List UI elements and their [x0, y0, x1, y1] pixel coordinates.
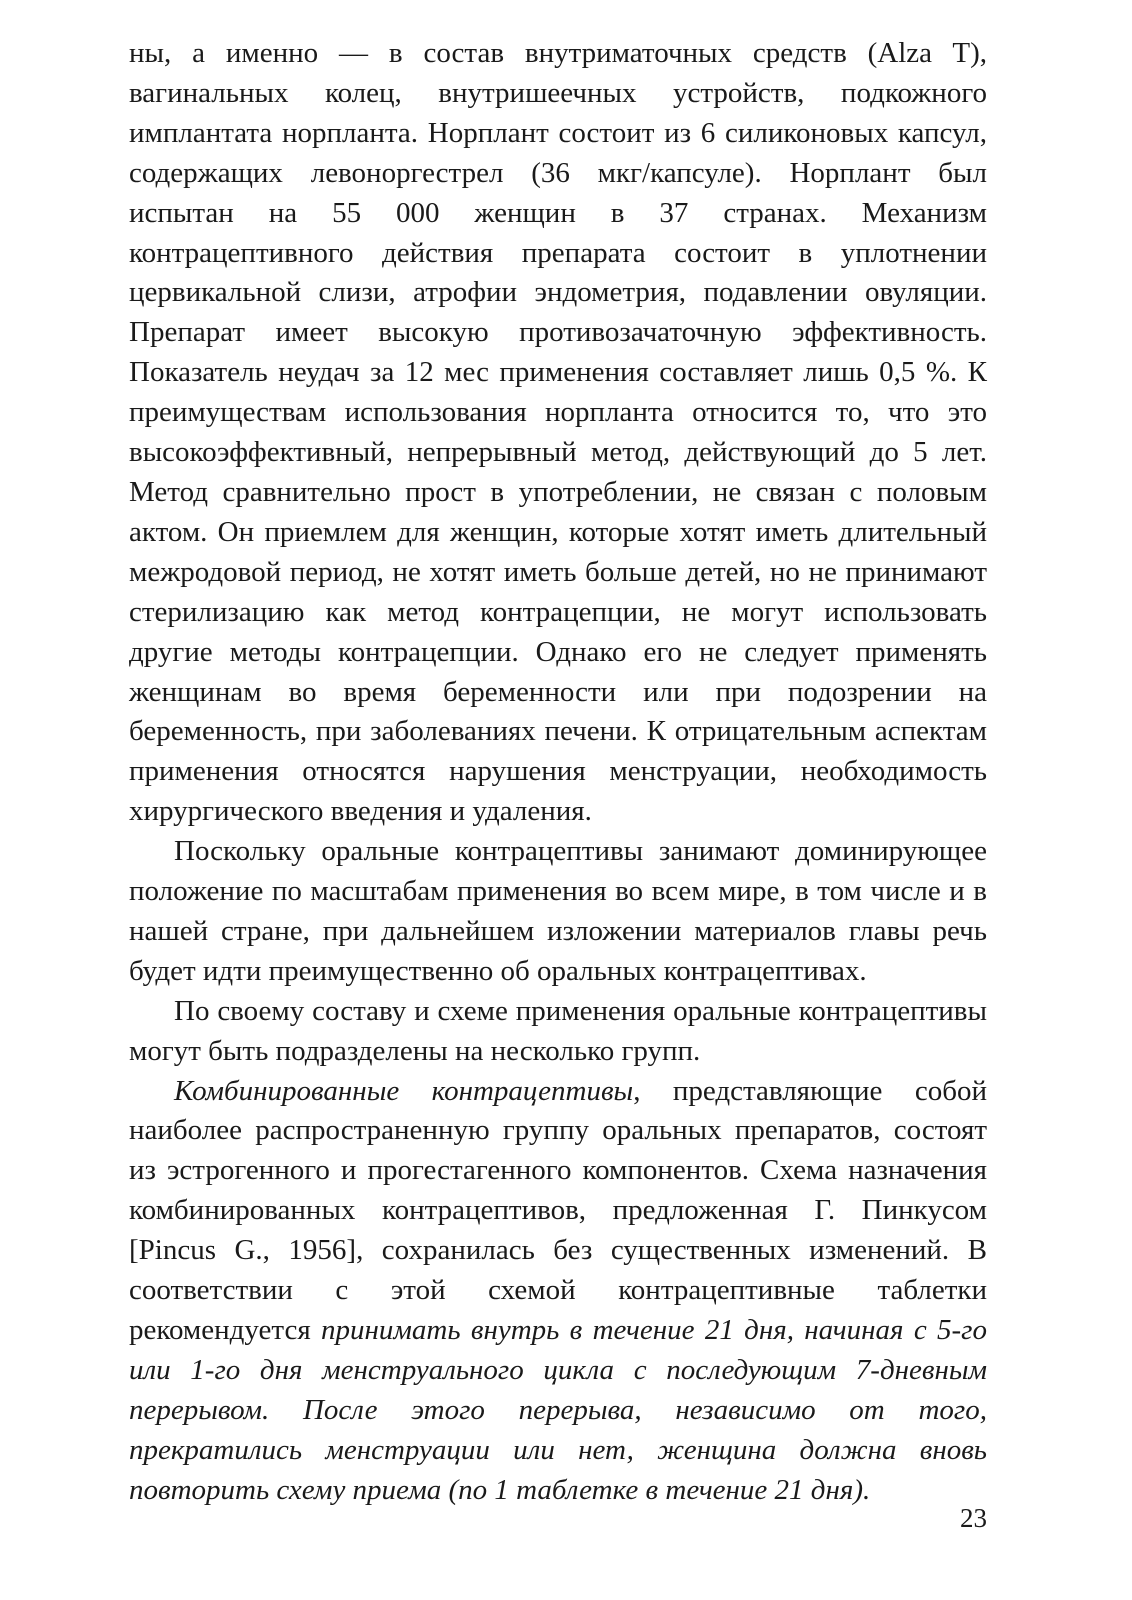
text-run: ны, а именно — в состав внутриматочных средств (Alza T), вагинальных колец, внутришеечных устройств, подкожного имплантата норпланта. Норплант состоит из 6 силиконовых капсул, содержащих левоноргестрел (36 мкг/капсуле). Норплант был испытан на 55 000 женщин в 37 странах. Механизм контрацептивного действия препарата состоит в уплотнении цервикальной слизи, атрофии эндометрия, подавлении овуляции. Препарат имеет высокую противозачаточную эффективность. Показатель неудач за 12 мес применения составляет лишь 0,5 %. К преимуществам использования норпланта относится то, что это высокоэффективный, непрерывный метод, действующий до 5 лет. Метод сравнительно прост в употреблении, не связан с половым актом. Он приемлем для женщин, которые хотят иметь длительный межродовой период, не хотят иметь больше детей, но не принимают стерилизацию как метод контрацепции, не могут использовать другие методы контрацепции. Однако его не следует применять женщинам во время беременности или при подозрении на беременность, при заболеваниях печени. К отрицательным аспектам применения относятся нарушения менструации, необходимость хирургического введения и удаления.: [129, 37, 987, 828]
text-run: Поскольку оральные контрацептивы занимают доминирующее положение по масштабам применения во всем мире, в том числе и в нашей стране, при дальнейшем изложении материалов главы речь будет идти преимущественно об оральных контрацептивах.: [129, 835, 987, 987]
body-text: [129, 34, 987, 1511]
paragraph: [129, 832, 987, 992]
paragraph: [129, 992, 987, 1072]
page-number: 23: [960, 1503, 987, 1533]
italic-instruction: принимать внутрь в течение 21 дня, начиная с 5-го или 1-го дня менструального цикла с последующим 7-дневным перерывом. После этого перерыва, независимо от того, прекратились менструации или нет, женщина должна вновь повторить схему приема (по 1 таблетке в течение 21 дня).: [129, 1314, 987, 1506]
paragraph: [129, 34, 987, 832]
text-run: , представляющие собой наиболее распространенную группу оральных препаратов, состоят из эстрогенного и прогестагенного компонентов. Схема назначения комбинированных контрацептивов, предложенная Г. Пинкусом [Pincus G., 1956], сохранилась без существенных изменений. В соответствии с этой схемой контрацептивные таблетки рекомендуется: [129, 1074, 987, 1346]
paragraph: [129, 1072, 987, 1511]
text-run: По своему составу и схеме применения оральные контрацептивы могут быть подразделены на несколько групп.: [129, 994, 987, 1067]
italic-term: Комбинированные контрацептивы: [174, 1074, 634, 1107]
